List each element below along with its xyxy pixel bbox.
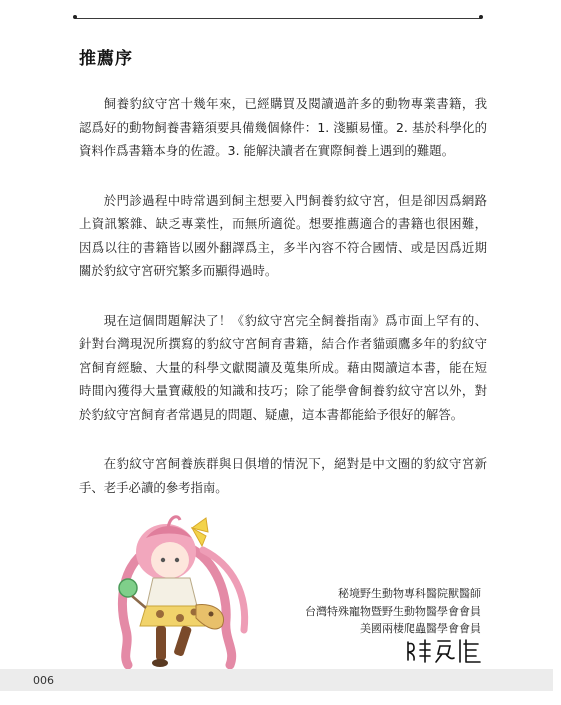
footer-bar	[0, 669, 553, 691]
header-rule	[75, 18, 481, 19]
page-title: 推薦序	[79, 49, 133, 69]
signature-line-1: 秘境野生動物專科醫院獸醫師	[338, 587, 481, 600]
rule-dot-left	[73, 15, 77, 19]
foreword-body	[79, 92, 487, 525]
signature-block	[305, 585, 481, 638]
paragraph-4: 在豹紋守宮飼養族群與日俱增的情況下，絕對是中文圈的豹紋守宮新手、老手必讀的參考指南。	[79, 456, 487, 495]
paragraph-1: 飼養豹紋守宮十幾年來，已經購買及閱讀過許多的動物專業書籍，我認爲好的動物飼養書籍須要具備幾個條件：1. 淺顯易懂。2. 基於科學化的資料作爲書籍本身的佐證。3. 能解決讀者在實際飼養上遇到的難題。	[79, 96, 487, 158]
paragraph-2: 於門診過程中時常遇到飼主想要入門飼養豹紋守宮，但是卻因爲網路上資訊繁雜、缺乏專業性，而無所適從。想要推薦適合的書籍也很困難，因爲以往的書籍皆以國外翻譯爲主，多半內容不符合國情、或是因爲近期關於豹紋守宮研究繁多而顯得過時。	[79, 192, 487, 278]
paragraph-3: 現在這個問題解決了！《豹紋守宮完全飼養指南》爲市面上罕有的、針對台灣現況所撰寫的豹紋守宮飼育書籍，結合作者貓頭鷹多年的豹紋守宮飼育經驗、大量的科學文獻閱讀及蒐集所成。藉由閱讀這本書，能在短時間內獲得大量寶藏般的知識和技巧；除了能學會飼養豹紋守宮以外，對於豹紋守宮飼育者常遇見的問題、疑慮，這本書都能給予很好的解答。	[79, 312, 487, 422]
mascot-illustration	[108, 510, 258, 670]
signature-line-3: 美國兩棲爬蟲醫學會會員	[360, 622, 481, 635]
page-number: 006	[33, 674, 54, 687]
handwritten-signature	[404, 636, 484, 664]
rule-dot-right	[479, 15, 483, 19]
signature-line-2: 台灣特殊寵物暨野生動物醫學會會員	[305, 604, 481, 618]
